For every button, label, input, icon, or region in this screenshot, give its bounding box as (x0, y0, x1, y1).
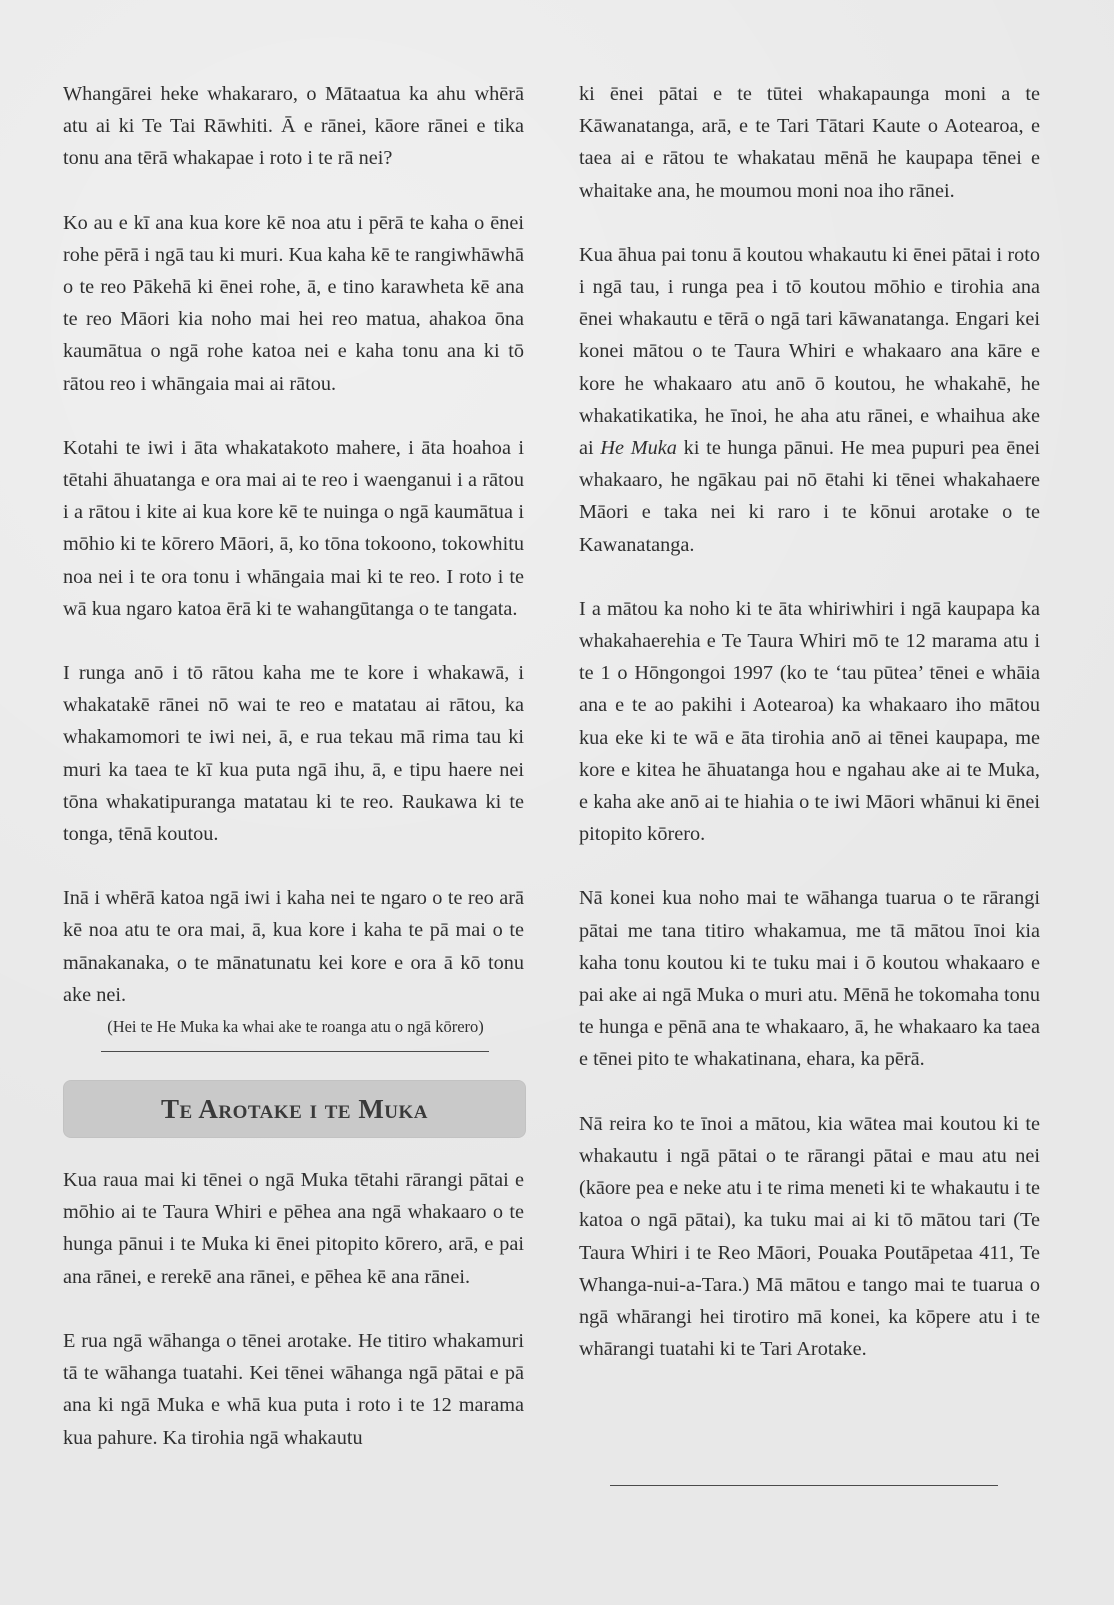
body-paragraph: Inā i whērā katoa ngā iwi i kaha nei te ngaro o te reo arā kē noa atu te ora mai, ā, kua kore i kaha te pā mai o te mānakanaka, o te mānatunatu kei kore e ora ā kō tonu ake nei. (63, 887, 524, 1006)
body-paragraph: ki ēnei pātai e te tūtei whakapaunga moni a te Kāwanatanga, arā, e te Tari Tātari Kaute o Aotearoa, e taea ai e rātou te whakatau mēnā he kaupapa tēnei e whaitake ana, he moumou moni noa iho rānei. (579, 83, 1040, 202)
paragraph-text: Kua āhua pai tonu ā koutou whakautu ki ēnei pātai i roto i ngā tau, i runga pea i tō koutou mōhio e tirohia ana ēnei whakautu e tērā o ngā tari kāwanatanga. Engari kei konei mātou o te Taura Whiri e whakaaro ana kāre e kore he whakaaro atu anō ō koutou, he whakahē, he whakatikatika, he īnoi, he aha atu rānei, e whaihua ake ai (579, 243, 1040, 460)
section-heading-box (63, 1080, 526, 1138)
right-column (579, 78, 1040, 1365)
divider-rule (610, 1485, 998, 1486)
section-title: Te Arotake i te Muka (160, 1093, 429, 1124)
paragraph-text: ki te hunga pānui. He mea pupuri pea ēnei whakaaro, he ngākau pai nō ētahi ki tēnei whakahaere Māori e taka nei ki raro i te kōnui arotake o te Kawanatanga. (579, 437, 1040, 556)
body-paragraph: Kua raua mai ki tēnei o ngā Muka tētahi rārangi pātai e mōhio ai te Taura Whiri e pēhea ana ngā whakaaro o te hunga pānui i te Muka ki ēnei pitopito kōrero, arā, e pai ana rānei, e rerekē ana rānei, e pēhea kē ana rānei. (63, 1169, 524, 1288)
body-paragraph: Kotahi te iwi i āta whakatakoto mahere, i āta hoahoa i tētahi āhuatanga e ora mai ai te reo i waenganui i a rātou i a rātou i kite ai kua kore kē te nuinga o ngā kaumātua i mōhio ki te kōrero Māori, ā, ko tōna tokoono, tokowhitu noa nei i te ora tonu i whāngaia mai ki te reo. I roto i te wā kua ngaro katoa ērā ki te wahangūtanga o te tangata. (63, 436, 524, 620)
body-paragraph: Nā reira ko te īnoi a mātou, kia wātea mai koutou ki te whakautu i ngā pātai o te rārangi pātai e mau atu nei (kāore pea e neke atu i te rima meneti ki te whakautu i te katoa o ngā pātai), ka tuku mai ai ki tō mātou tari (Te Taura Whiri i te Reo Māori, Pouaka Poutāpetaa 411, Te Whanga-nui-a-Tara.) Mā mātou e tango mai te tuarua o ngā whārangi hei tirotiro mā konei, ka kōpere atu i te whārangi tuatahi ki te Tari Arotake. (579, 1112, 1040, 1361)
publication-title: He Muka (600, 437, 677, 460)
body-paragraph: Whangārei heke whakararo, o Mātaatua ka ahu whērā atu ai ki Te Tai Rāwhiti. Ā e rānei, kāore rānei e tika tonu ana tērā whakapae i roto i te rā nei? (63, 83, 524, 170)
body-paragraph: I a mātou ka noho ki te āta whiriwhiri i ngā kaupapa ka whakahaerehia e Te Taura Whiri mō te 12 marama atu i te 1 o Hōngongoi 1997 (ko te ‘tau pūtea’ tēnei e whāia ana e te ao pakihi i Aotearoa) ka whakaaro iho mātou kua eke ki te wā e āta tirohia anō ai tēnei kaupapa, me kore e kitea he āhuatanga hou e ngahau ake ai te Muka, e kaha ake anō ai te hiahia o te iwi Māori whānui ki ēnei pitopito kōrero. (579, 597, 1040, 846)
body-paragraph: Nā konei kua noho mai te wāhanga tuarua o te rārangi pātai me tana titiro whakamua, me tā mātou īnoi kia kaha tonu koutou ki te tuku mai i ō koutou whakaaro e pai ake ai ngā Muka o muri atu. Mēnā he tokomaha tonu te hunga e pēnā ana te whakaaro, ā, he whakaaro ka taea e tēnei pito te whakatinana, ehara, ka pērā. (579, 887, 1040, 1071)
left-column (63, 78, 524, 1454)
body-paragraph: I runga anō i tō rātou kaha me te kore i whakawā, i whakatakē rānei nō wai te reo e matatau ai rātou, ka whakamomori te iwi nei, ā, e rua tekau mā rima tau ki muri ka taea te kī kua puta ngā ihu, ā, e tipu haere nei tōna whakatipuranga matatau ki te reo. Raukawa ki te tonga, tēnā koutou. (63, 662, 524, 846)
continuation-note: (Hei te He Muka ka whai ake te roanga atu o ngā kōrero) (107, 1017, 484, 1037)
divider-rule (101, 1051, 489, 1052)
body-paragraph: Ko au e kī ana kua kore kē noa atu i pērā te kaha o ēnei rohe pērā i ngā tau ki muri. Kua kaha kē te rangiwhāwhā o te reo Pākehā ki ēnei rohe, ā, e tino karawheta kē ana te reo Māori kia noho mai hei reo matua, ahakoa ōna kaumātua o ngā rohe katoa nei e kaha tonu ana ki tō rātou reo i whāngaia mai ai rātou. (63, 211, 524, 395)
body-paragraph: E rua ngā wāhanga o tēnei arotake. He titiro whakamuri tā te wāhanga tuatahi. Kei tēnei wāhanga ngā pātai e pā ana ki ngā Muka e whā kua puta i roto i te 12 marama kua pahure. Ka tirohia ngā whakautu (63, 1329, 524, 1449)
body-paragraph (579, 239, 1040, 561)
